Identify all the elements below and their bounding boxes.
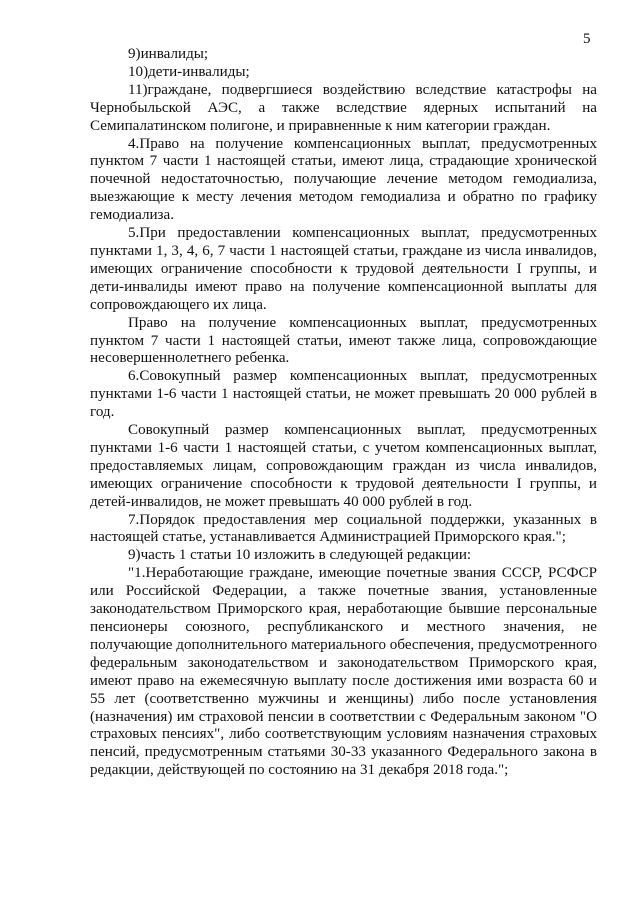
paragraph-6-total-limit: 6.Совокупный размер компенсационных выплат, предусмотренных пунктами 1-6 части 1 настоящей статьи, не может превышать 20 000 рублей в год. — [90, 368, 597, 421]
document-body — [90, 46, 597, 780]
paragraph-4-hemodialysis: 4.Право на получение компенсационных выплат, предусмотренных пунктом 7 части 1 настоящей статьи, имеют лица, страдающие хронической почечной недостаточностью, получающие лечение методом гемодиализа, выезжающие к месту лечения методом гемодиализа и обратно по графику гемодиализа. — [90, 135, 597, 224]
list-item-chernobyl: 11)граждане, подвергшиеся воздействию вследствие катастрофы на Чернобыльской АЭС, а также вследствие ядерных испытаний на Семипалатинском полигоне, и приравненные к ним категории граждан. — [90, 81, 597, 134]
paragraph-minor-escort: Право на получение компенсационных выплат, предусмотренных пунктом 7 части 1 настоящей статьи, имеют также лица, сопровождающие несовершеннолетнего ребенка. — [90, 314, 597, 367]
amendment-item-9: 9)часть 1 статьи 10 изложить в следующей редакции: — [128, 547, 472, 564]
list-item-disabled-children: 10)дети-инвалиды; — [128, 63, 250, 80]
paragraph-5-escort: 5.При предоставлении компенсационных выплат, предусмотренных пунктами 1, 3, 4, 6, 7 части 1 настоящей статьи, граждане из числа инвалидов, имеющих ограничение способности к трудовой деятельности I группы, и дети-инвалиды имеют право на получение компенсационной выплаты для сопровождающего их лица. — [90, 225, 597, 313]
list-item-invalids: 9)инвалиды; — [128, 46, 209, 62]
paragraph-7-procedure: 7.Порядок предоставления мер социальной поддержки, указанных в настоящей статье, устанавливается Администрацией Приморского края."; — [90, 511, 597, 546]
paragraph-total-limit-escort: Совокупный размер компенсационных выплат, предусмотренных пунктами 1-6 части 1 настоящей статьи, с учетом компенсационных выплат, предоставляемых лицам, сопровождающим граждан из числа инвалидов, имеющих ограничение способности к трудовой деятельности I группы, и детей-инвалидов, не может превышать 40 000 рублей в год. — [90, 422, 597, 510]
page-number: 5 — [583, 31, 591, 47]
amendment-text-article-10: "1.Неработающие граждане, имеющие почетные звания СССР, РСФСР или Российской Федерации, а также почетные звания, установленные законодательством Приморского края, неработающие бывшие персональные пенсионеры союзного, республиканского и местного значения, не получающие дополнительного материального обеспечения, предусмотренного федеральным законодательством и законодательством Приморского края, имеют право на ежемесячную выплату после достижения ими возраста 60 и 55 лет (соответственно мужчины и женщины) либо после установления (назначения) им страховой пенсии в соответствии с Федеральным законом "О страховых пенсиях", либо соответствующим условиям назначения страховых пенсий, предусмотренным статьями 30-33 указанного Федерального закона в редакции, действующей по состоянию на 31 декабря 2018 года."; — [90, 565, 597, 779]
